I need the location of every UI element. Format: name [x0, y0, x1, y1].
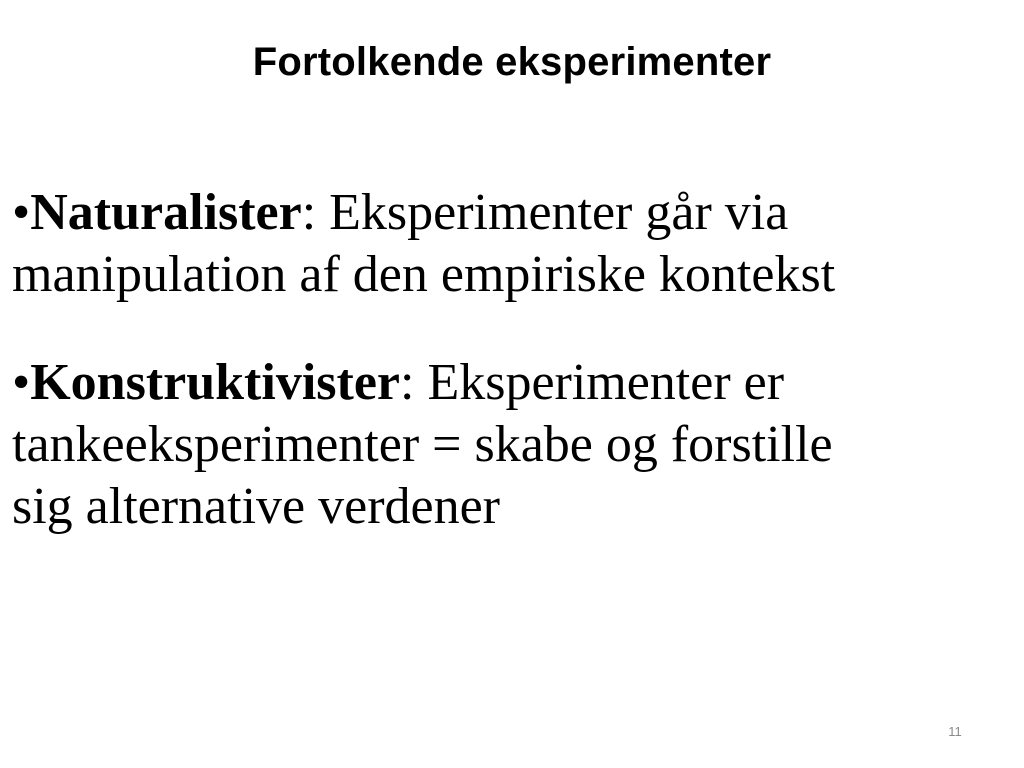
slide-body [12, 182, 1016, 538]
bullet-line [12, 182, 1016, 244]
bullet-separator: : [301, 184, 317, 241]
bullet-line: tankeeksperimenter = skabe og forstille [12, 416, 833, 473]
bullet-text: Eksperimenter går via [316, 184, 789, 241]
slide-title: Fortolkende eksperimenter [252, 40, 772, 84]
bullet-text: Eksperimenter er [414, 354, 785, 411]
bullet-term: Konstruktivister [30, 354, 400, 411]
bullet-naturalister [12, 182, 1016, 306]
bullet-line: manipulation af den empiriske kontekst [12, 246, 836, 303]
bullet-line: sig alternative verdener [12, 478, 500, 535]
bullet-separator: : [399, 354, 415, 411]
bullet-marker: • [12, 184, 31, 241]
bullet-line [12, 352, 1016, 414]
bullet-term: Naturalister [30, 184, 302, 241]
bullet-marker: • [12, 354, 31, 411]
bullet-konstruktivister [12, 352, 1016, 538]
page-number: 11 [948, 724, 962, 739]
